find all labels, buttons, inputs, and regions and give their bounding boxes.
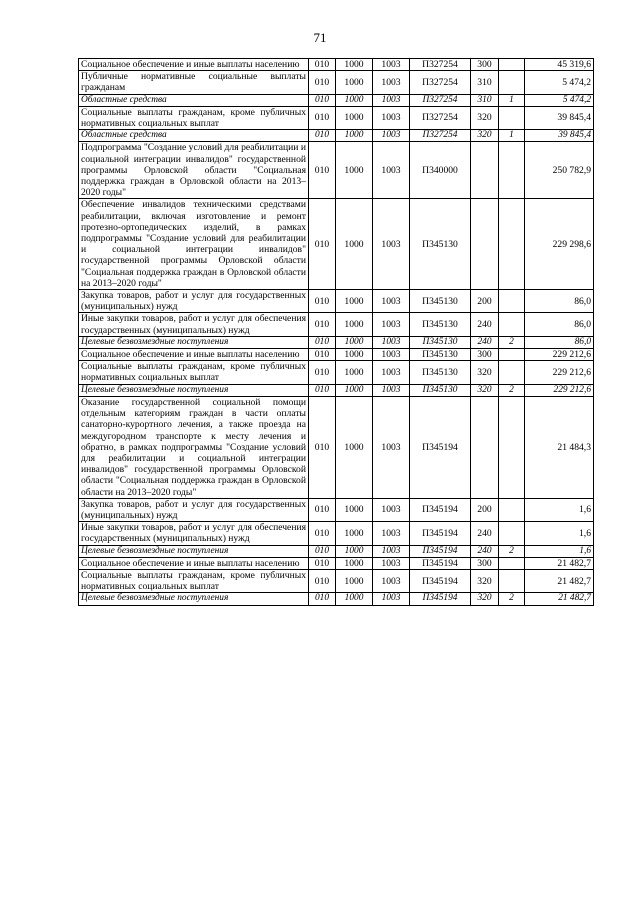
cell-subsection-code: 1003	[373, 94, 410, 106]
cell-target-article: П327254	[410, 106, 471, 129]
table-row	[79, 593, 594, 605]
table-row	[79, 71, 594, 94]
cell-amount: 39 845,4	[525, 106, 594, 129]
table-row	[79, 130, 594, 142]
cell-expense-type: 240	[471, 545, 499, 557]
cell-subsection-code: 1003	[373, 498, 410, 521]
cell-expense-type: 320	[471, 361, 499, 384]
cell-funding-source	[499, 142, 525, 199]
cell-section-code: 1000	[336, 71, 373, 94]
cell-expense-type: 320	[471, 106, 499, 129]
cell-ved-code: 010	[309, 94, 336, 106]
cell-funding-source	[499, 59, 525, 71]
table-row	[79, 290, 594, 313]
cell-section-code: 1000	[336, 199, 373, 290]
cell-target-article: П345130	[410, 384, 471, 396]
table-row	[79, 361, 594, 384]
cell-target-article: П345130	[410, 313, 471, 336]
row-name: Закупка товаров, работ и услуг для государственных (муниципальных) нужд	[79, 498, 309, 521]
cell-funding-source: 1	[499, 130, 525, 142]
row-name: Целевые безвозмездные поступления	[79, 384, 309, 396]
table-row	[79, 336, 594, 348]
table-row	[79, 396, 594, 498]
cell-ved-code: 010	[309, 361, 336, 384]
cell-section-code: 1000	[336, 498, 373, 521]
cell-amount: 229 298,6	[525, 199, 594, 290]
cell-section-code: 1000	[336, 94, 373, 106]
cell-target-article: П327254	[410, 94, 471, 106]
row-name: Областные средства	[79, 94, 309, 106]
cell-ved-code: 010	[309, 199, 336, 290]
cell-subsection-code: 1003	[373, 199, 410, 290]
cell-amount: 5 474,2	[525, 94, 594, 106]
cell-target-article: П340000	[410, 142, 471, 199]
cell-section-code: 1000	[336, 557, 373, 569]
cell-amount: 45 319,6	[525, 59, 594, 71]
cell-ved-code: 010	[309, 130, 336, 142]
table-row	[79, 199, 594, 290]
cell-ved-code: 010	[309, 313, 336, 336]
row-name: Целевые безвозмездные поступления	[79, 593, 309, 605]
cell-section-code: 1000	[336, 593, 373, 605]
cell-subsection-code: 1003	[373, 142, 410, 199]
cell-funding-source	[499, 569, 525, 592]
cell-expense-type	[471, 142, 499, 199]
cell-funding-source	[499, 522, 525, 545]
cell-expense-type: 320	[471, 569, 499, 592]
cell-funding-source: 1	[499, 94, 525, 106]
cell-subsection-code: 1003	[373, 593, 410, 605]
cell-subsection-code: 1003	[373, 290, 410, 313]
cell-expense-type: 200	[471, 290, 499, 313]
cell-ved-code: 010	[309, 336, 336, 348]
cell-funding-source	[499, 71, 525, 94]
cell-amount: 21 482,7	[525, 557, 594, 569]
row-name: Иные закупки товаров, работ и услуг для обеспечения государственных (муниципальных) нужд	[79, 313, 309, 336]
cell-ved-code: 010	[309, 396, 336, 498]
table-row	[79, 59, 594, 71]
cell-expense-type: 320	[471, 384, 499, 396]
cell-funding-source	[499, 361, 525, 384]
cell-target-article: П345130	[410, 290, 471, 313]
cell-amount: 1,6	[525, 545, 594, 557]
cell-ved-code: 010	[309, 545, 336, 557]
cell-subsection-code: 1003	[373, 336, 410, 348]
cell-ved-code: 010	[309, 142, 336, 199]
cell-target-article: П345194	[410, 522, 471, 545]
cell-subsection-code: 1003	[373, 59, 410, 71]
cell-expense-type: 300	[471, 59, 499, 71]
cell-expense-type: 240	[471, 313, 499, 336]
row-name: Закупка товаров, работ и услуг для государственных (муниципальных) нужд	[79, 290, 309, 313]
cell-expense-type: 240	[471, 336, 499, 348]
cell-target-article: П345130	[410, 199, 471, 290]
row-name: Обеспечение инвалидов техническими средствами реабилитации, включая изготовление и ремонт протезно-ортопедических изделий, в рамках подпрограммы "Создание условий для реабилитации и социальной интеграции инвалидов" государственной программы Орловской области "Социальная поддержка граждан в Орловской области на 2013–2020 годы"	[79, 199, 309, 290]
row-name: Оказание государственной социальной помощи отдельным категориям граждан в части оплаты санаторно-курортного лечения, а также проезда на междугородном транспорте к месту лечения и обратно, в рамках подпрограммы "Создание условий для реабилитации и социальной интеграции инвалидов" государственной программы Орловской области "Социальная поддержка граждан в Орловской области на 2013–2020 годы"	[79, 396, 309, 498]
cell-expense-type: 310	[471, 94, 499, 106]
cell-subsection-code: 1003	[373, 384, 410, 396]
cell-target-article: П345194	[410, 557, 471, 569]
cell-ved-code: 010	[309, 593, 336, 605]
cell-amount: 86,0	[525, 313, 594, 336]
row-name: Областные средства	[79, 130, 309, 142]
cell-ved-code: 010	[309, 290, 336, 313]
row-name: Иные закупки товаров, работ и услуг для обеспечения государственных (муниципальных) нужд	[79, 522, 309, 545]
cell-ved-code: 010	[309, 569, 336, 592]
table-row	[79, 557, 594, 569]
cell-section-code: 1000	[336, 59, 373, 71]
cell-funding-source	[499, 498, 525, 521]
cell-target-article: П345194	[410, 396, 471, 498]
cell-funding-source: 2	[499, 336, 525, 348]
cell-funding-source	[499, 313, 525, 336]
cell-target-article: П327254	[410, 130, 471, 142]
cell-amount: 86,0	[525, 336, 594, 348]
table-row	[79, 498, 594, 521]
table-row	[79, 313, 594, 336]
cell-target-article: П345130	[410, 349, 471, 361]
cell-section-code: 1000	[336, 290, 373, 313]
row-name: Социальное обеспечение и иные выплаты населению	[79, 557, 309, 569]
cell-funding-source: 2	[499, 545, 525, 557]
cell-target-article: П345130	[410, 336, 471, 348]
table-row	[79, 384, 594, 396]
cell-expense-type: 200	[471, 498, 499, 521]
cell-funding-source	[499, 349, 525, 361]
cell-amount: 21 482,7	[525, 569, 594, 592]
cell-section-code: 1000	[336, 522, 373, 545]
table-row	[79, 569, 594, 592]
cell-subsection-code: 1003	[373, 361, 410, 384]
cell-expense-type	[471, 396, 499, 498]
row-name: Социальные выплаты гражданам, кроме публичных нормативных социальных выплат	[79, 569, 309, 592]
cell-amount: 21 484,3	[525, 396, 594, 498]
cell-expense-type: 310	[471, 71, 499, 94]
cell-subsection-code: 1003	[373, 545, 410, 557]
cell-funding-source: 2	[499, 593, 525, 605]
cell-ved-code: 010	[309, 522, 336, 545]
cell-amount: 21 482,7	[525, 593, 594, 605]
cell-subsection-code: 1003	[373, 313, 410, 336]
cell-section-code: 1000	[336, 130, 373, 142]
budget-table	[78, 58, 594, 606]
cell-target-article: П345194	[410, 545, 471, 557]
cell-subsection-code: 1003	[373, 130, 410, 142]
table-row	[79, 545, 594, 557]
cell-expense-type: 320	[471, 130, 499, 142]
cell-subsection-code: 1003	[373, 557, 410, 569]
cell-funding-source	[499, 199, 525, 290]
cell-subsection-code: 1003	[373, 349, 410, 361]
cell-funding-source: 2	[499, 384, 525, 396]
row-name: Публичные нормативные социальные выплаты гражданам	[79, 71, 309, 94]
cell-ved-code: 010	[309, 106, 336, 129]
cell-funding-source	[499, 557, 525, 569]
table-row	[79, 94, 594, 106]
row-name: Социальное обеспечение и иные выплаты населению	[79, 349, 309, 361]
cell-section-code: 1000	[336, 384, 373, 396]
cell-ved-code: 010	[309, 384, 336, 396]
cell-target-article: П345194	[410, 569, 471, 592]
cell-ved-code: 010	[309, 59, 336, 71]
row-name: Социальные выплаты гражданам, кроме публичных нормативных социальных выплат	[79, 361, 309, 384]
cell-expense-type: 320	[471, 593, 499, 605]
cell-subsection-code: 1003	[373, 569, 410, 592]
cell-funding-source	[499, 106, 525, 129]
table-row	[79, 106, 594, 129]
row-name: Целевые безвозмездные поступления	[79, 545, 309, 557]
cell-ved-code: 010	[309, 349, 336, 361]
cell-section-code: 1000	[336, 361, 373, 384]
cell-amount: 229 212,6	[525, 384, 594, 396]
cell-expense-type	[471, 199, 499, 290]
cell-section-code: 1000	[336, 313, 373, 336]
cell-section-code: 1000	[336, 569, 373, 592]
cell-subsection-code: 1003	[373, 71, 410, 94]
cell-amount: 39 845,4	[525, 130, 594, 142]
table-row	[79, 522, 594, 545]
cell-ved-code: 010	[309, 71, 336, 94]
cell-amount: 229 212,6	[525, 361, 594, 384]
cell-target-article: П327254	[410, 59, 471, 71]
cell-target-article: П345194	[410, 498, 471, 521]
cell-subsection-code: 1003	[373, 396, 410, 498]
row-name: Целевые безвозмездные поступления	[79, 336, 309, 348]
row-name: Социальное обеспечение и иные выплаты населению	[79, 59, 309, 71]
cell-amount: 1,6	[525, 498, 594, 521]
cell-ved-code: 010	[309, 557, 336, 569]
cell-amount: 229 212,6	[525, 349, 594, 361]
cell-expense-type: 300	[471, 557, 499, 569]
table-row	[79, 142, 594, 199]
cell-section-code: 1000	[336, 349, 373, 361]
cell-subsection-code: 1003	[373, 522, 410, 545]
budget-table-body	[79, 59, 594, 606]
cell-subsection-code: 1003	[373, 106, 410, 129]
cell-amount: 5 474,2	[525, 71, 594, 94]
cell-section-code: 1000	[336, 142, 373, 199]
table-row	[79, 349, 594, 361]
cell-section-code: 1000	[336, 336, 373, 348]
row-name: Социальные выплаты гражданам, кроме публичных нормативных социальных выплат	[79, 106, 309, 129]
cell-target-article: П327254	[410, 71, 471, 94]
cell-expense-type: 240	[471, 522, 499, 545]
cell-amount: 250 782,9	[525, 142, 594, 199]
page-number: 71	[313, 30, 327, 45]
cell-section-code: 1000	[336, 396, 373, 498]
cell-expense-type: 300	[471, 349, 499, 361]
cell-funding-source	[499, 396, 525, 498]
cell-funding-source	[499, 290, 525, 313]
row-name: Подпрограмма "Создание условий для реабилитации и социальной интеграции инвалидов" государственной программы Орловской области "Социальная поддержка граждан в Орловской области на 2013–2020 годы"	[79, 142, 309, 199]
cell-section-code: 1000	[336, 106, 373, 129]
cell-section-code: 1000	[336, 545, 373, 557]
cell-amount: 86,0	[525, 290, 594, 313]
cell-target-article: П345130	[410, 361, 471, 384]
cell-amount: 1,6	[525, 522, 594, 545]
cell-target-article: П345194	[410, 593, 471, 605]
cell-ved-code: 010	[309, 498, 336, 521]
